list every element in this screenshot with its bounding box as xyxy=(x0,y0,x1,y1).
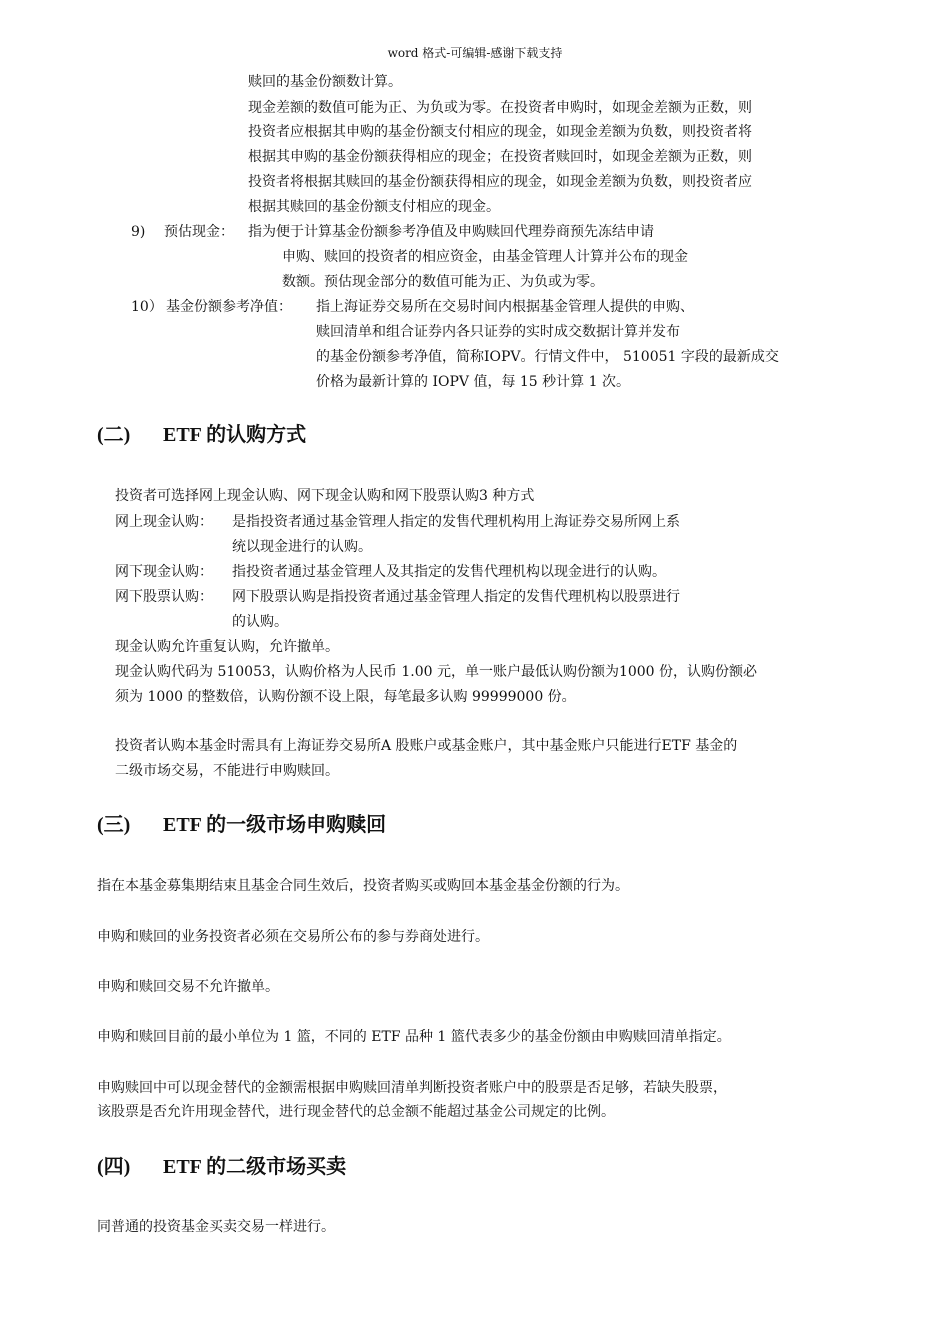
text-line: 数额。预估现金部分的数值可能为正、为负或为零。 xyxy=(282,274,604,290)
text-line: 指上海证券交易所在交易时间内根据基金管理人提供的申购、 xyxy=(316,299,694,315)
text-line: 赎回的基金份额数计算。 xyxy=(248,74,402,90)
text-line: 是指投资者通过基金管理人指定的发售代理机构用上海证券交易所网上系 xyxy=(232,514,680,530)
text-line: 根据其赎回的基金份额支付相应的现金。 xyxy=(248,199,500,215)
paragraph: 申购和赎回的业务投资者必须在交易所公布的参与券商处进行。 xyxy=(97,929,489,945)
text-line: 的认购。 xyxy=(232,614,288,630)
paragraph: 申购和赎回交易不允许撤单。 xyxy=(97,979,279,995)
text-line: 现金认购允许重复认购，允许撤单。 xyxy=(115,639,339,655)
section-title: ETF 的认购方式 xyxy=(163,424,307,446)
text-line: 申购、赎回的投资者的相应资金，由基金管理人计算并公布的现金 xyxy=(282,249,688,265)
text-line: 根据其申购的基金份额获得相应的现金；在投资者赎回时，如现金差额为正数，则 xyxy=(248,149,752,165)
text-line: 投资者将根据其赎回的基金份额获得相应的现金，如现金差额为负数，则投资者应 xyxy=(248,174,752,190)
section-number: (三) xyxy=(97,814,131,836)
section-number: (四) xyxy=(97,1156,131,1178)
section-number: (二) xyxy=(97,424,131,446)
paragraph: 同普通的投资基金买卖交易一样进行。 xyxy=(97,1219,335,1235)
section-heading xyxy=(97,1152,346,1182)
term-label: 基金份额参考净值： xyxy=(166,299,292,315)
paragraph: 申购和赎回目前的最小单位为 1 篮，不同的 ETF 品种 1 篮代表多少的基金份额由申购赎回清单指定。 xyxy=(97,1029,731,1045)
term-label: 网下股票认购： xyxy=(115,589,213,605)
page-header: word 格式-可编辑-感谢下载支持 xyxy=(387,46,563,60)
list-number: 10） xyxy=(131,299,163,315)
text-line: 指投资者通过基金管理人及其指定的发售代理机构以现金进行的认购。 xyxy=(232,564,666,580)
text-line: 申购赎回中可以现金替代的金额需根据申购赎回清单判断投资者账户中的股票是否足够，若缺失股票， xyxy=(97,1080,727,1096)
text-line: 指为便于计算基金份额参考净值及申购赎回代理券商预先冻结申请 xyxy=(248,224,654,240)
list-number: 9) xyxy=(131,224,146,240)
text-line: 的基金份额参考净值，简称IOPV。行情文件中， 510051 字段的最新成交 xyxy=(316,349,779,365)
text-line: 网下股票认购是指投资者通过基金管理人指定的发售代理机构以股票进行 xyxy=(232,589,680,605)
text-line: 投资者可选择网上现金认购、网下现金认购和网下股票认购3 种方式 xyxy=(115,488,535,504)
text-line: 投资者应根据其申购的基金份额支付相应的现金，如现金差额为负数，则投资者将 xyxy=(248,124,752,140)
section-heading xyxy=(97,810,386,840)
section-heading xyxy=(97,420,306,450)
text-line: 二级市场交易，不能进行申购赎回。 xyxy=(115,763,339,779)
text-line: 投资者认购本基金时需具有上海证券交易所A 股账户或基金账户，其中基金账户只能进行ETF 基金的 xyxy=(115,738,738,754)
text-line: 须为 1000 的整数倍，认购份额不设上限，每笔最多认购 99999000 份。 xyxy=(115,689,576,705)
section-title: ETF 的一级市场申购赎回 xyxy=(163,814,387,836)
section-title: ETF 的二级市场买卖 xyxy=(163,1156,347,1178)
text-line: 现金差额的数值可能为正、为负或为零。在投资者申购时，如现金差额为正数，则 xyxy=(248,100,752,116)
text-line: 现金认购代码为 510053，认购价格为人民币 1.00 元，单一账户最低认购份额为1000 份，认购份额必 xyxy=(115,664,758,680)
term-label: 网下现金认购： xyxy=(115,564,213,580)
term-label: 预估现金： xyxy=(164,224,234,240)
text-line: 价格为最新计算的 IOPV 值，每 15 秒计算 1 次。 xyxy=(316,374,630,390)
text-line: 该股票是否允许用现金替代，进行现金替代的总金额不能超过基金公司规定的比例。 xyxy=(97,1104,615,1120)
term-label: 网上现金认购： xyxy=(115,514,213,530)
text-line: 赎回清单和组合证券内各只证券的实时成交数据计算并发布 xyxy=(316,324,680,340)
paragraph: 指在本基金募集期结束且基金合同生效后，投资者购买或购回本基金基金份额的行为。 xyxy=(97,878,629,894)
text-line: 统以现金进行的认购。 xyxy=(232,539,372,555)
